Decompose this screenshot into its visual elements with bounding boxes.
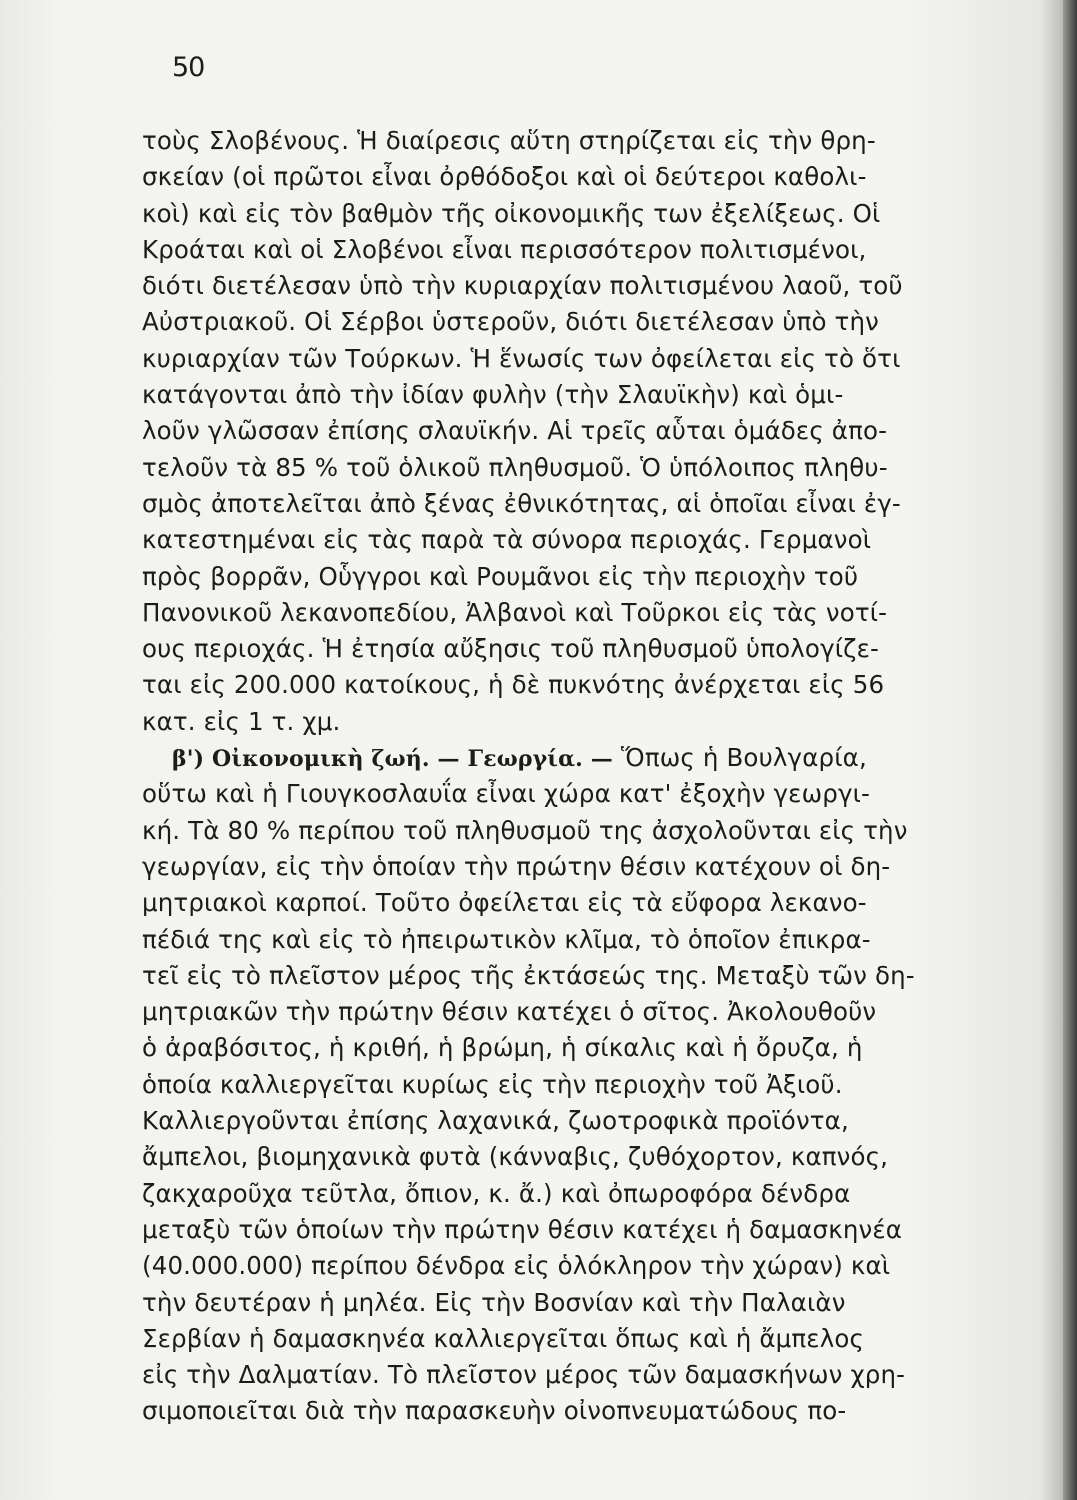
text-line: ζακχαροῦχα τεῦτλα, ὄπιον, κ. ἄ.) καὶ ὀπωροφόρα δένδρα [142, 1178, 851, 1208]
text-line: ὁποία καλλιεργεῖται κυρίως εἰς τὴν περιοχὴν τοῦ Ἀξιοῦ. [142, 1069, 843, 1099]
text-line: τελοῦν τὰ 85 % τοῦ ὁλικοῦ πληθυσμοῦ. Ὁ ὑπόλοιπος πληθυ- [142, 452, 888, 482]
text-line: διότι διετέλεσαν ὑπὸ τὴν κυριαρχίαν πολιτισμένου λαοῦ, τοῦ [142, 271, 903, 301]
text-line: σμὸς ἀποτελεῖται ἀπὸ ξένας ἐθνικότητας, αἱ ὁποῖαι εἶναι ἐγ- [142, 488, 901, 518]
text-line: κατ. εἰς 1 τ. χμ. [142, 706, 341, 736]
page-number: 50 [172, 52, 205, 83]
text-line: κυριαρχίαν τῶν Τούρκων. Ἡ ἕνωσίς των ὀφείλεται εἰς τὸ ὅτι [142, 343, 901, 373]
book-spine-shadow [1063, 0, 1077, 1500]
text-line: τοὺς Σλοβένους. Ἡ διαίρεσις αὕτη στηρίζεται εἰς τὴν θρη- [142, 126, 876, 155]
paragraph-population [142, 123, 988, 740]
text-line: ἄμπελοι, βιομηχανικὰ φυτὰ (κάνναβις, ζυθόχορτον, καπνός, [142, 1142, 889, 1172]
text-line: σιμοποιεῖται διὰ τὴν παρασκευὴν οἰνοπνευματώδους πο- [142, 1396, 847, 1426]
text-line: λοῦν γλῶσσαν ἐπίσης σλαυϊκήν. Αἱ τρεῖς αὗται ὁμάδες ἀπο- [142, 416, 888, 446]
text-line: Σερβίαν ἡ δαμασκηνέα καλλιεργεῖται ὅπως καὶ ἡ ἄμπελος [142, 1323, 865, 1353]
paragraph-economy [142, 740, 988, 1430]
text-line: Κροάται καὶ οἱ Σλοβένοι εἶναι περισσότερον πολιτισμένοι, [142, 234, 867, 264]
text-line: κατάγονται ἀπὸ τὴν ἰδίαν φυλὴν (τὴν Σλαυϊκὴν) καὶ ὁμι- [142, 380, 844, 410]
text-line: μεταξὺ τῶν ὁποίων τὴν πρώτην θέσιν κατέχει ἡ δαμασκηνέα [142, 1214, 903, 1244]
text-line: ους περιοχάς. Ἡ ἐτησία αὔξησις τοῦ πληθυσμοῦ ὑπολογίζε- [142, 634, 880, 664]
text-line: ὁ ἀραβόσιτος, ἡ κριθή, ἡ βρώμη, ἡ σίκαλις καὶ ἡ ὄρυζα, ἡ [142, 1033, 863, 1063]
text-line: σκείαν (οἱ πρῶτοι εἶναι ὀρθόδοξοι καὶ οἱ δεύτεροι καθολι- [142, 162, 867, 192]
text-line: κή. Τὰ 80 % περίπου τοῦ πληθυσμοῦ της ἀσχολοῦνται εἰς τὴν [142, 815, 908, 845]
text-line: Αὐστριακοῦ. Οἱ Σέρβοι ὑστεροῦν, διότι διετέλεσαν ὑπὸ τὴν [142, 307, 879, 337]
body-text [142, 123, 988, 1430]
text-line: γεωργίαν, εἰς τὴν ὁποίαν τὴν πρώτην θέσιν κατέχουν οἱ δη- [142, 851, 891, 881]
text-line: πρὸς βορρᾶν, Οὗγγροι καὶ Ρουμᾶνοι εἰς τὴν περιοχὴν τοῦ [142, 561, 859, 591]
text-line: εἰς τὴν Δαλματίαν. Τὸ πλεῖστον μέρος τῶν δαμασκήνων χρη- [142, 1360, 906, 1390]
text-line: Πανονικοῦ λεκανοπεδίου, Ἀλβανοὶ καὶ Τοῦρκοι εἰς τὰς νοτί- [142, 597, 888, 627]
text-line: τὴν δευτέραν ἡ μηλέα. Εἰς τὴν Βοσνίαν καὶ τὴν Παλαιὰν [142, 1287, 846, 1317]
text-line: Καλλιεργοῦνται ἐπίσης λαχανικά, ζωοτροφικὰ προϊόντα, [142, 1106, 849, 1136]
section-heading: β') Οἰκονομικὴ ζωή. — Γεωργία. — [172, 746, 613, 773]
text-line: κατεστημέναι εἰς τὰς παρὰ τὰ σύνορα περιοχάς. Γερμανοὶ [142, 525, 872, 555]
text-line: μητριακοὶ καρποί. Τοῦτο ὀφείλεται εἰς τὰ εὔφορα λεκανο- [142, 888, 867, 918]
text-line: οὕτω καὶ ἡ Γιουγκοσλαυΐα εἶναι χώρα κατ' ἐξοχὴν γεωργι- [142, 779, 871, 809]
text-line: πέδιά της καὶ εἰς τὸ ἠπειρωτικὸν κλῖμα, τὸ ὁποῖον ἐπικρα- [142, 924, 871, 954]
text-line: κοὶ) καὶ εἰς τὸν βαθμὸν τῆς οἰκονομικῆς των ἐξελίξεως. Οἱ [142, 198, 881, 228]
text-line: ται εἰς 200.000 κατοίκους, ἡ δὲ πυκνότης ἀνέρχεται εἰς 56 [142, 670, 885, 700]
heading-line-text: Ὅπως ἡ Βουλγαρία, [612, 743, 867, 773]
text-line: μητριακῶν τὴν πρώτην θέσιν κατέχει ὁ σῖτος. Ἀκολουθοῦν [142, 997, 877, 1027]
text-line: τεῖ εἰς τὸ πλεῖστον μέρος τῆς ἐκτάσεώς της. Μεταξὺ τῶν δη- [142, 960, 915, 990]
section-heading-line [142, 740, 988, 776]
text-line: (40.000.000) περίπου δένδρα εἰς ὁλόκληρον τὴν χώραν) καὶ [142, 1251, 891, 1281]
